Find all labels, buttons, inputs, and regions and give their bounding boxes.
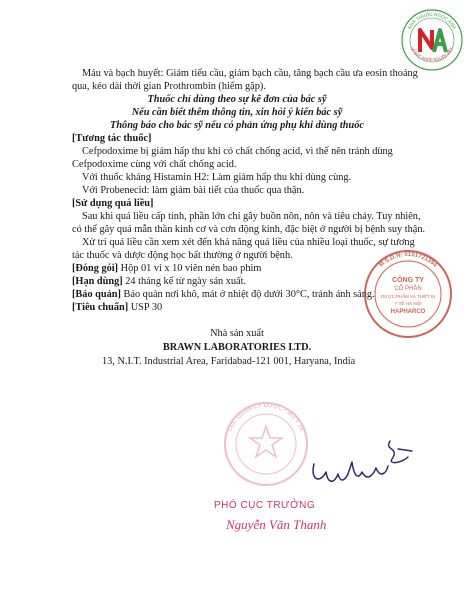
signer-name: Nguyễn Văn Thanh: [226, 517, 327, 532]
notice-line: Thuốc chỉ dùng theo sự kê đơn của bác sỹ: [147, 94, 327, 105]
svg-text:HAPHARCO: HAPHARCO: [390, 309, 426, 315]
section-heading-interactions: [Tương tác thuốc]: [72, 133, 152, 144]
text-line: Xử trí quá liều cần xem xét đến khả năng quá liều của nhiều loại thuốc, sự tương: [82, 237, 415, 248]
svg-text:CỤC QUẢN LÝ DƯỢC * BỘ Y TẾ: CỤC QUẢN LÝ DƯỢC * BỘ Y TẾ: [227, 402, 305, 433]
packaging-row: [72, 262, 261, 275]
text-line: Máu và bạch huyết: Giảm tiểu cầu, giảm bạch cầu, tăng bạch cầu ưa eosin thoáng: [82, 68, 418, 79]
svg-text:CÔNG TY: CÔNG TY: [392, 277, 424, 284]
text-line: Với thuốc kháng Histamin H2: Làm giảm hấp thu khi dùng cùng.: [82, 172, 352, 183]
expiry-value: 24 tháng kể từ ngày sản xuất.: [122, 276, 247, 287]
text-line: tác thuốc và dược động học bất thường ở người bệnh.: [72, 250, 293, 261]
packaging-label: [Đóng gói]: [72, 263, 119, 274]
standard-label: [Tiêu chuẩn]: [72, 302, 129, 313]
storage-label: [Bảo quản]: [72, 289, 121, 300]
storage-row: [72, 288, 375, 301]
standard-row: [72, 301, 162, 314]
manufacturer-name: BRAWN LABORATORIES LTD.: [162, 342, 312, 353]
signer-title: PHÓ CỤC TRƯỞNG: [214, 500, 316, 511]
packaging-value: Hộp 01 vỉ x 10 viên nén bao phim: [118, 263, 262, 274]
manufacturer-address: 13, N.I.T. Industrial Area, Faridabad-121 001, Haryana, India: [102, 356, 356, 367]
text-line: Sau khi quá liều cấp tính, phần lớn chỉ gây buồn nôn, nôn và tiêu chảy. Tuy nhiên,: [82, 211, 421, 222]
expiry-label: [Hạn dùng]: [72, 276, 123, 287]
svg-text:NHÀ THUỐC NGỌC ANH: NHÀ THUỐC NGỌC ANH: [406, 11, 458, 30]
svg-text:M.S.D.N: 0101721394: M.S.D.N: 0101721394: [378, 251, 438, 269]
text-line: Với Probenecid: làm giảm bài tiết của thuốc qua thận.: [82, 185, 305, 196]
svg-text:DƯỢC PHẨM VÀ THIẾT BỊ: DƯỢC PHẨM VÀ THIẾT BỊ: [381, 294, 435, 299]
text-line: qua, kéo dài thời gian Prothrombin (hiếm gặp).: [72, 81, 266, 92]
expiry-row: [72, 275, 246, 288]
text-line: Cefpodoxime cùng với chất chống acid.: [72, 159, 237, 170]
section-heading-overdose: [Sử dụng quá liều]: [72, 198, 154, 209]
company-seal-icon: [362, 248, 454, 340]
storage-value: Bảo quản nơi khô, mát ở nhiệt độ dưới 30°C, tránh ánh sáng.: [120, 289, 375, 300]
svg-text:CỔ PHẦN: CỔ PHẦN: [394, 286, 422, 292]
text-line: có thể gây quá mẫn thần kinh cơ và cơn động kinh, đặc biệt ở người bị bệnh suy thận.: [72, 224, 426, 235]
pharmacy-logo-icon: [400, 8, 464, 72]
notice-line: Nếu cần biết thêm thông tin, xin hỏi ý kiến bác sỹ: [131, 107, 343, 118]
official-seal-icon: [222, 400, 310, 488]
notice-line: Thông báo cho bác sỹ nếu có phản ứng phụ khi dùng thuốc: [110, 120, 364, 131]
manufacturer-label: Nhà sản xuất: [210, 328, 264, 339]
svg-text:VÌ SỨC KHỎE NGƯỜI VIỆT: VÌ SỨC KHỎE NGƯỜI VIỆT: [409, 46, 455, 63]
text-line: Cefpodoxime bị giảm hấp thu khi có chất chống acid, vì thế nên tránh dùng: [82, 146, 393, 157]
svg-text:Y TẾ HÀ NỘI: Y TẾ HÀ NỘI: [394, 301, 422, 306]
signature-icon: [308, 450, 392, 502]
standard-value: USP 30: [128, 302, 163, 313]
